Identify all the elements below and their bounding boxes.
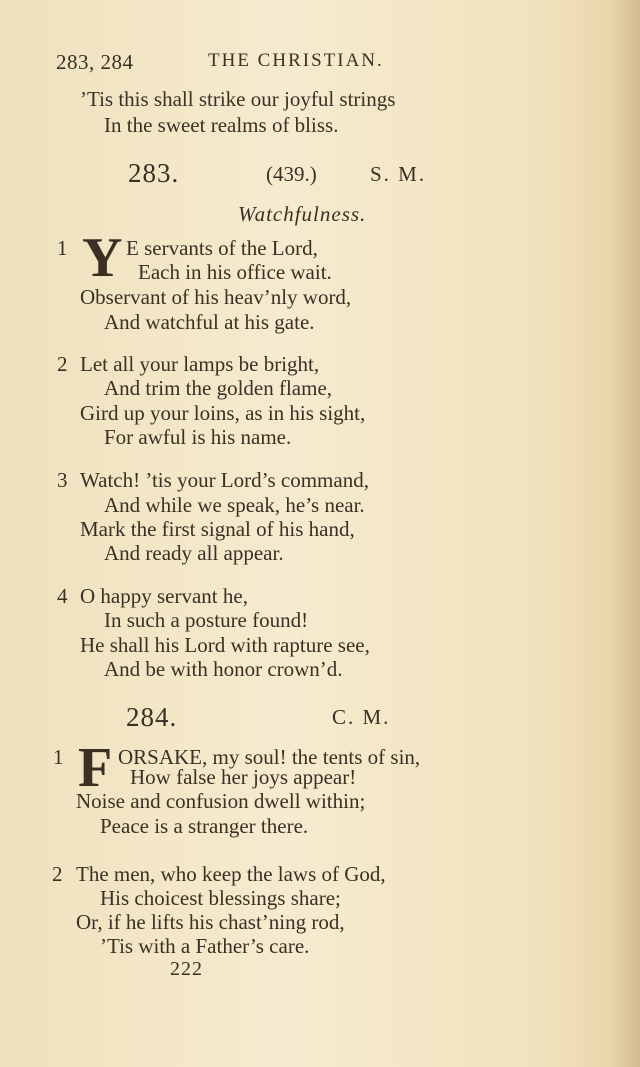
verse-number: 1 xyxy=(53,745,64,769)
verse-line: O happy servant he, xyxy=(80,584,248,608)
verse-line: Or, if he lifts his chast’ning rod, xyxy=(76,910,345,934)
verse-number: 4 xyxy=(57,584,68,608)
drop-cap: F xyxy=(78,737,113,799)
hymn-number: 284. xyxy=(126,702,178,732)
verse-line: He shall his Lord with rapture see, xyxy=(80,633,370,657)
verse-line: ’Tis with a Father’s care. xyxy=(100,934,310,958)
verse-line: Noise and confusion dwell within; xyxy=(76,789,366,813)
verse-line: His choicest blessings share; xyxy=(100,886,341,910)
verse-line: And be with honor crown’d. xyxy=(104,657,343,681)
verse-number: 1 xyxy=(57,236,68,260)
verse-line: And while we speak, he’s near. xyxy=(104,493,365,517)
verse-line: In such a posture found! xyxy=(104,608,309,632)
verse-line: The men, who keep the laws of God, xyxy=(76,862,386,886)
running-head-title: THE CHRISTIAN. xyxy=(208,50,384,71)
verse-line: E servants of the Lord, xyxy=(126,236,318,260)
running-head xyxy=(56,50,476,78)
verse-line: ORSAKE, my soul! the tents of sin, xyxy=(118,745,421,769)
verse-number: 2 xyxy=(52,862,63,886)
verse-number: 2 xyxy=(57,352,68,376)
running-head-hymn-numbers: 283, 284 xyxy=(56,50,134,74)
hymn-subtitle: Watchfulness. xyxy=(238,202,367,226)
verse-number: 3 xyxy=(57,468,68,492)
verse-line: Observant of his heav’nly word, xyxy=(80,285,352,309)
verse-line: And watchful at his gate. xyxy=(104,310,315,334)
verse-line: Each in his office wait. xyxy=(138,260,332,284)
meter: C. M. xyxy=(332,705,391,729)
page-edge-shadow xyxy=(610,0,640,1067)
verse-line: Mark the first signal of his hand, xyxy=(80,517,355,541)
continuation-line: ’Tis this shall strike our joyful strings xyxy=(80,87,396,111)
continuation-line: In the sweet realms of bliss. xyxy=(104,113,339,137)
tune-reference: (439.) xyxy=(266,162,317,186)
hymn-number: 283. xyxy=(128,158,180,188)
verse-line: For awful is his name. xyxy=(104,425,292,449)
verse-line: And trim the golden flame, xyxy=(104,376,333,400)
page-number: 222 xyxy=(170,958,203,980)
drop-cap: Y xyxy=(82,227,123,289)
verse-line: Let all your lamps be bright, xyxy=(80,352,320,376)
verse-line: Gird up your loins, as in his sight, xyxy=(80,401,366,425)
verse-line: Watch! ’tis your Lord’s command, xyxy=(80,468,369,492)
verse-line: How false her joys appear! xyxy=(130,765,357,789)
verse-line: Peace is a stranger there. xyxy=(100,814,309,838)
meter: S. M. xyxy=(370,162,427,186)
verse-line: And ready all appear. xyxy=(104,541,284,565)
